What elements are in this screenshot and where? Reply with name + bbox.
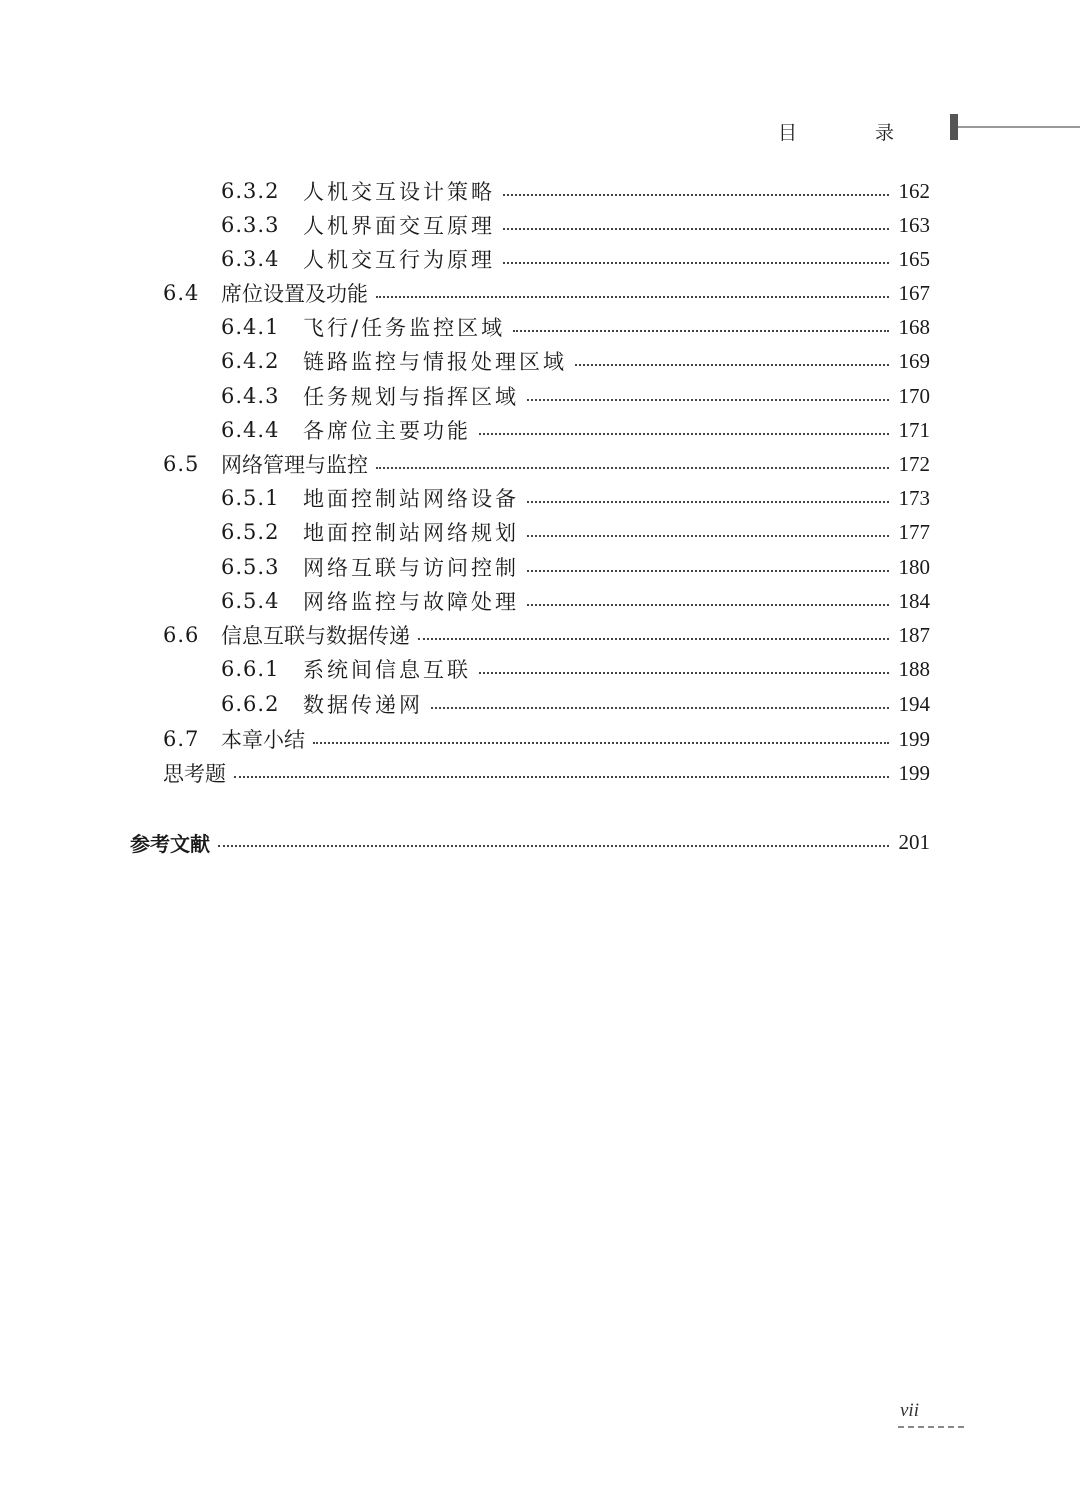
toc-entry[interactable] xyxy=(221,242,930,276)
toc-entry-page: 180 xyxy=(898,554,930,579)
toc-entry[interactable] xyxy=(221,515,930,549)
dot-leader xyxy=(527,604,889,606)
toc-entry-title: 链路监控与情报处理区域 xyxy=(303,350,567,374)
toc-entry-number: 6.4.2 xyxy=(221,349,280,373)
toc-entry-title: 飞行/任务监控区域 xyxy=(303,316,506,340)
toc-entry-title: 网络互联与访问控制 xyxy=(303,556,519,580)
toc-entry-page: 163 xyxy=(898,212,930,237)
toc-entry-page: 169 xyxy=(898,348,930,373)
header-bar-mark xyxy=(950,114,958,140)
toc-entry-page: 199 xyxy=(898,760,930,785)
dot-leader xyxy=(218,845,889,847)
toc-entry-page: 168 xyxy=(898,314,930,339)
toc-entry-title: 任务规划与指挥区域 xyxy=(303,385,519,409)
toc-entry-page: 172 xyxy=(898,451,930,476)
header-rule xyxy=(958,126,1080,128)
toc-entry-number: 6.5.4 xyxy=(221,589,280,613)
toc-entry-page: 162 xyxy=(898,178,930,203)
toc-entry-number: 6.5.3 xyxy=(221,555,280,579)
toc-section-entry[interactable] xyxy=(163,447,930,481)
dot-leader xyxy=(503,262,889,264)
toc-entry-page: 165 xyxy=(898,246,930,271)
toc-entry-page: 199 xyxy=(898,726,930,751)
toc-entry-title: 各席位主要功能 xyxy=(303,419,471,443)
dot-leader xyxy=(313,742,889,744)
toc-entry[interactable] xyxy=(221,584,930,618)
running-header-title: 目 录 xyxy=(777,122,930,144)
toc-entry[interactable] xyxy=(221,174,930,208)
toc-entry-title: 数据传递网 xyxy=(303,693,423,717)
dot-leader xyxy=(418,638,889,640)
toc-entry-page: 188 xyxy=(898,656,930,681)
toc-entry-title: 人机交互行为原理 xyxy=(303,248,495,272)
toc-entry-page: 187 xyxy=(898,622,930,647)
toc-entry-title: 系统间信息互联 xyxy=(303,658,471,682)
toc-entry[interactable] xyxy=(221,208,930,242)
references-page: 201 xyxy=(898,829,930,854)
dot-leader xyxy=(431,707,889,709)
toc-section-entry[interactable] xyxy=(163,276,930,310)
dot-leader xyxy=(479,433,889,435)
toc-entry-page: 177 xyxy=(898,519,930,544)
toc-section-entry[interactable] xyxy=(163,722,930,756)
toc-entry-number: 6.3.2 xyxy=(221,179,280,203)
dot-leader xyxy=(234,776,889,778)
toc-entry-page: 184 xyxy=(898,588,930,613)
toc-entry-title: 网络管理与监控 xyxy=(221,453,368,477)
toc-entry-page: 170 xyxy=(898,383,930,408)
toc-entry-number: 6.7 xyxy=(163,727,200,751)
dot-leader xyxy=(575,364,889,366)
toc-entry-number: 6.3.3 xyxy=(221,213,280,237)
dot-leader xyxy=(513,330,888,332)
toc-entry[interactable] xyxy=(221,344,930,378)
dot-leader xyxy=(527,501,889,503)
footer-dash-rule xyxy=(898,1426,964,1428)
toc-exercises-entry[interactable] xyxy=(163,756,930,790)
toc-entry-page: 173 xyxy=(898,485,930,510)
toc-entry-number: 6.5.2 xyxy=(221,520,280,544)
toc-entry-number: 6.6.2 xyxy=(221,692,280,716)
dot-leader xyxy=(527,570,889,572)
page-footer xyxy=(898,1400,968,1440)
toc-entry-page: 167 xyxy=(898,280,930,305)
toc-entry-number: 6.4.1 xyxy=(221,315,280,339)
toc-entry-page: 194 xyxy=(898,691,930,716)
toc-entry[interactable] xyxy=(221,652,930,686)
toc-entry-title: 网络监控与故障处理 xyxy=(303,590,519,614)
toc-entry-number: 6.4.4 xyxy=(221,418,280,442)
toc-entry[interactable] xyxy=(221,481,930,515)
toc-section-entry[interactable] xyxy=(163,618,930,652)
toc-entry-title: 本章小结 xyxy=(221,728,305,752)
toc-entry[interactable] xyxy=(221,687,930,721)
toc-entry-title: 信息互联与数据传递 xyxy=(221,624,410,648)
dot-leader xyxy=(527,535,889,537)
toc-entry[interactable] xyxy=(221,310,930,344)
toc-entry-title: 人机交互设计策略 xyxy=(303,180,495,204)
toc-entry-title: 地面控制站网络设备 xyxy=(303,487,519,511)
toc-entry-number: 6.4.3 xyxy=(221,384,280,408)
dot-leader xyxy=(527,399,889,401)
toc-entry-title: 席位设置及功能 xyxy=(221,282,368,306)
toc-entry[interactable] xyxy=(221,413,930,447)
toc-entry-number: 6.6.1 xyxy=(221,657,280,681)
dot-leader xyxy=(376,296,889,298)
toc-entry-title: 思考题 xyxy=(163,762,226,786)
toc-entry-number: 6.3.4 xyxy=(221,247,280,271)
toc-entry-number: 6.5.1 xyxy=(221,486,280,510)
toc-entry-page: 171 xyxy=(898,417,930,442)
toc-references-entry[interactable] xyxy=(130,825,930,859)
dot-leader xyxy=(503,228,889,230)
dot-leader xyxy=(503,194,889,196)
toc-entry-title: 人机界面交互原理 xyxy=(303,214,495,238)
toc-entry-number: 6.4 xyxy=(163,281,200,305)
references-title: 参考文献 xyxy=(130,831,210,856)
dot-leader xyxy=(376,467,889,469)
toc-entry[interactable] xyxy=(221,379,930,413)
dot-leader xyxy=(479,672,889,674)
toc-entry-number: 6.5 xyxy=(163,452,200,476)
running-header xyxy=(0,114,1080,144)
toc-entry[interactable] xyxy=(221,550,930,584)
toc-entry-title: 地面控制站网络规划 xyxy=(303,521,519,545)
toc-entry-number: 6.6 xyxy=(163,623,200,647)
page-number: vii xyxy=(900,1400,919,1421)
